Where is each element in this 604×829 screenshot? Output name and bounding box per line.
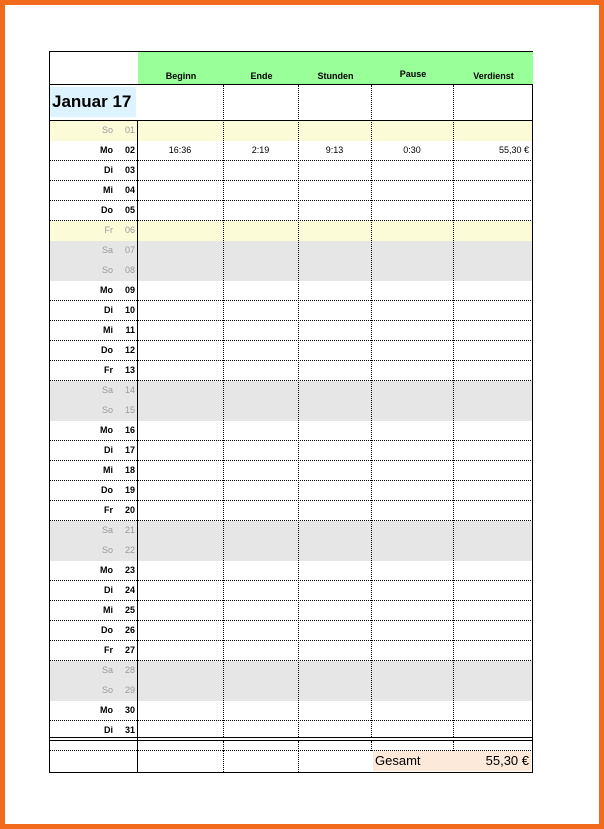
sheet-right-border [532, 85, 533, 773]
day-name: Mo [100, 425, 113, 435]
header-ende: Ende [250, 71, 273, 81]
day-row [49, 521, 533, 541]
day-number: 24 [124, 585, 135, 595]
day-name: Sa [101, 665, 113, 675]
day-number: 25 [124, 605, 135, 615]
column-divider [298, 751, 299, 772]
day-name: Di [104, 445, 113, 455]
day-number: 30 [124, 705, 135, 715]
day-number: 09 [124, 285, 135, 295]
day-name: Mi [103, 465, 113, 475]
day-row [49, 601, 533, 621]
day-number: 07 [124, 245, 135, 255]
day-number: 23 [124, 565, 135, 575]
column-divider [371, 741, 372, 751]
date-column-divider [137, 121, 138, 773]
cell-value[interactable]: 0:30 [403, 145, 421, 155]
header-beginn: Beginn [165, 71, 197, 81]
day-name: So [101, 545, 113, 555]
day-number: 13 [124, 365, 135, 375]
day-row [49, 721, 533, 741]
column-divider [223, 741, 224, 751]
day-row [49, 561, 533, 581]
day-name: Mo [100, 705, 113, 715]
day-name: Do [101, 625, 113, 635]
column-divider [223, 751, 224, 772]
day-row [49, 141, 533, 161]
cell-value[interactable]: 16:36 [168, 145, 192, 155]
column-divider [453, 741, 454, 751]
day-name: Mo [100, 285, 113, 295]
day-row [49, 281, 533, 301]
day-name: Fr [104, 365, 113, 375]
header-pause: Pause [399, 69, 427, 79]
day-name: So [101, 125, 113, 135]
day-row [49, 381, 533, 401]
day-row [49, 461, 533, 481]
day-name: Fr [104, 505, 113, 515]
day-row [49, 161, 533, 181]
spacer-row [49, 741, 533, 751]
day-number: 29 [124, 685, 135, 695]
day-number: 11 [125, 325, 135, 335]
day-name: Fr [104, 225, 113, 235]
day-number: 02 [124, 145, 135, 155]
day-name: Mi [103, 605, 113, 615]
day-name: Di [104, 305, 113, 315]
day-number: 12 [124, 345, 135, 355]
day-number: 20 [124, 505, 135, 515]
day-number: 31 [124, 725, 135, 735]
day-number: 26 [124, 625, 135, 635]
day-number: 08 [124, 265, 135, 275]
sheet-left-border [49, 85, 50, 773]
day-number: 28 [124, 665, 135, 675]
day-row [49, 701, 533, 721]
day-row [49, 541, 533, 561]
day-row [49, 261, 533, 281]
day-number: 10 [124, 305, 135, 315]
day-number: 14 [124, 385, 135, 395]
day-number: 19 [124, 485, 135, 495]
day-row [49, 221, 533, 241]
day-name: Mo [100, 565, 113, 575]
day-number: 18 [124, 465, 135, 475]
column-divider [298, 741, 299, 751]
sheet-bottom-border [49, 772, 533, 773]
day-row [49, 201, 533, 221]
day-name: Di [104, 585, 113, 595]
header-row [49, 51, 533, 85]
day-name: Mi [103, 325, 113, 335]
day-number: 27 [124, 645, 135, 655]
day-number: 03 [124, 165, 135, 175]
day-name: Mi [103, 185, 113, 195]
day-name: Do [101, 485, 113, 495]
day-name: Sa [101, 245, 113, 255]
day-row [49, 121, 533, 141]
day-row [49, 421, 533, 441]
day-number: 15 [124, 405, 135, 415]
day-row [49, 581, 533, 601]
day-name: Di [104, 725, 113, 735]
day-row [49, 401, 533, 421]
day-row [49, 501, 533, 521]
day-row [49, 481, 533, 501]
day-number: 05 [124, 205, 135, 215]
column-divider [298, 85, 299, 737]
total-value: 55,30 € [485, 753, 529, 768]
day-row [49, 441, 533, 461]
day-row [49, 181, 533, 201]
day-row [49, 641, 533, 661]
day-number: 01 [124, 125, 135, 135]
summary-double-line-top [49, 737, 533, 738]
day-name: Fr [104, 645, 113, 655]
day-number: 06 [124, 225, 135, 235]
day-name: Do [101, 345, 113, 355]
header-verdienst: Verdienst [473, 71, 514, 81]
day-number: 17 [124, 445, 135, 455]
day-row [49, 621, 533, 641]
cell-value[interactable]: 55,30 € [498, 145, 529, 155]
cell-value[interactable]: 9:13 [325, 145, 344, 155]
total-label: Gesamt [375, 753, 421, 768]
day-name: So [101, 685, 113, 695]
title-row [49, 85, 533, 120]
month-title: Januar 17 [50, 87, 136, 117]
day-row [49, 661, 533, 681]
day-row [49, 321, 533, 341]
column-divider [371, 85, 372, 737]
day-row [49, 361, 533, 381]
day-number: 04 [124, 185, 135, 195]
day-name: So [101, 405, 113, 415]
column-divider [223, 85, 224, 737]
day-number: 22 [124, 545, 135, 555]
timesheet [49, 51, 533, 773]
day-name: Sa [101, 385, 113, 395]
day-row [49, 341, 533, 361]
day-name: Do [101, 205, 113, 215]
day-name: Di [104, 165, 113, 175]
column-divider [453, 85, 454, 737]
day-name: Sa [101, 525, 113, 535]
day-name: Mo [100, 145, 113, 155]
day-number: 16 [124, 425, 135, 435]
day-number: 21 [124, 525, 135, 535]
header-stunden: Stunden [317, 71, 354, 81]
day-row [49, 681, 533, 701]
day-row [49, 301, 533, 321]
day-name: So [101, 265, 113, 275]
day-row [49, 241, 533, 261]
cell-value[interactable]: 2:19 [251, 145, 270, 155]
